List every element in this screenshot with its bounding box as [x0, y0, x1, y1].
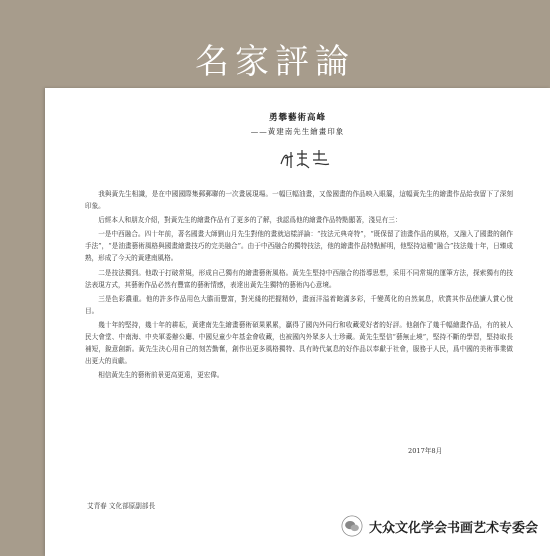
banner-title: 名家評論 [195, 42, 355, 82]
article-page [45, 88, 550, 556]
watermark-text: 大众文化学会书画艺术专委会 [368, 520, 538, 536]
wechat-logo-icon [341, 515, 363, 537]
article-subtitle: ——黃建南先生繪畫印象 [250, 127, 345, 136]
article-date: 2017年8月 [408, 447, 443, 455]
paragraph: 相信黃先生的藝術前景更高更遠，更宏偉。 [98, 371, 224, 380]
paragraph: 三是色彩濃重。他的許多作品用色大膽而豐富，對光綫的把握精妙，畫面洋溢着飽滿多彩，千變萬化的自然氣息，欣賞其作品使讀人賞心悅目。 [85, 294, 513, 315]
paragraph: 二是技法獨到。他敢于打破常規，形成自己獨有的繪畫藝術風格。黃先生堅持中西融合的指導思想，采用不同常規的運筆方法，探索獨有的技法表現方式，其藝術作品必然有豐富的藝術情感，表達出黃先生獨特的藝術內心意境。 [85, 268, 513, 289]
paragraph: 幾十年的堅持，幾十年的耕耘，黃建南先生繪畫藝術碩果累累，贏得了國內外同行和收藏愛好者的好評。他創作了幾千幅繪畫作品，有的被人民大會堂、中南海、中央軍委辦公廳、中國兒童少年基金會收藏，也被國內外眾多人士珍藏。黃先生堅信“藝無止境”，堅持不斷的學習，堅持取長補短，銳意創新。黃先生決心用自己的刻苦勤奮，創作出更多風格獨特、具有時代氣息的好作品以奉獻于社會，服務于人民，爲中國的美術事業做出更大的貢獻。 [85, 320, 513, 366]
paragraph: 一是中西融合。四十年前，著名國畫大師劉山月先生對他的畫就這樣評論：“技法元典奇特”，“既保留了油畫作品的風格，又融入了國畫的創作手法”，“是油畫藝術風格與國畫繪畫技巧的完美融合”。由于中西融合的獨特技法，他的繪畫作品特點鮮明，他堅持這種“融合”技法幾十年，日臻成熟，形成了今天的黃建南風格。 [85, 230, 513, 263]
article-body [85, 188, 513, 383]
author-credit: 艾青春 文化部原副部長 [87, 502, 156, 510]
paragraph: 后經本人和朋友介紹，對黃先生的繪畫作品有了更多的了解，我認爲他的繪畫作品特點顯著，淺見有三： [98, 216, 402, 225]
handwritten-signature [277, 146, 337, 172]
paragraph: 我與黃先生相識，是在中國國際集郵郵聯的一次畫展現場。一幅巨幅油畫，又像國畫的作品映入眼簾，這幅黃先生的繪畫作品給我留下了深刻印象。 [85, 190, 513, 211]
article-title: 勇攀藝術高峰 [268, 113, 326, 123]
watermark [341, 515, 538, 537]
